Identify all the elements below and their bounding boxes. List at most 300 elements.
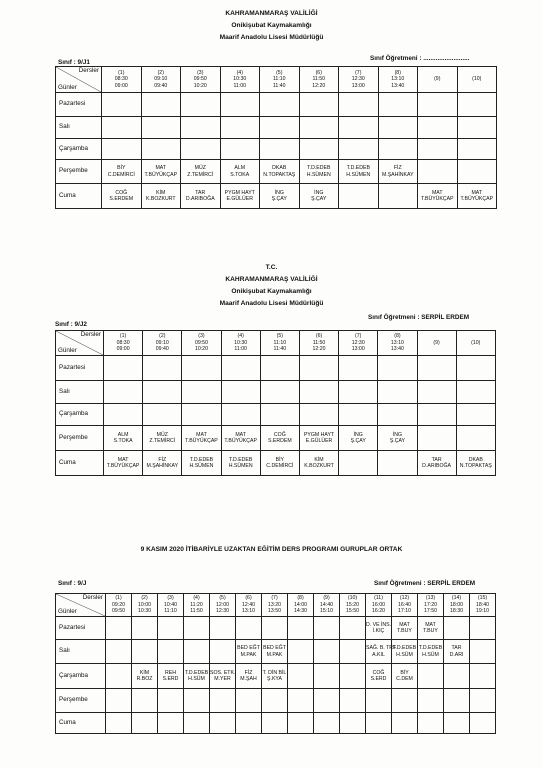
period-header-cell (182, 331, 221, 356)
lesson-name: ALM (234, 165, 246, 172)
teacher-name: S.TOKA (113, 438, 133, 444)
lesson-cell (418, 184, 458, 209)
period-number: (9) (433, 339, 440, 346)
lesson-cell (418, 139, 458, 160)
lesson-cell (418, 689, 444, 713)
lesson-cell (143, 404, 182, 426)
lesson-cell (378, 117, 418, 139)
period-start-time: 12:40 (242, 601, 255, 608)
teacher-name: H.SÜMEN (228, 463, 253, 469)
period-header-cell (184, 594, 210, 617)
period-number: (12) (399, 595, 410, 602)
period-end-time: 13:10 (242, 608, 255, 615)
period-start-time: 10:40 (164, 601, 177, 608)
doc3-class-label: Sınıf : 9/J (58, 580, 87, 587)
period-end-time: 12:20 (312, 346, 326, 353)
lesson-cell (339, 426, 378, 451)
period-end-time: 15:10 (320, 608, 333, 615)
lesson-name: COĞ (372, 669, 385, 676)
lesson-cell (260, 93, 300, 117)
period-end-time: 11:50 (190, 608, 203, 615)
lesson-cell (314, 664, 340, 689)
lesson-cell (299, 451, 338, 476)
period-start-time: 09:50 (193, 76, 207, 83)
lesson-cell (220, 160, 260, 184)
doc2-schedule-table (55, 330, 496, 476)
lesson-name: MAT (399, 621, 410, 628)
lesson-name: KİM (139, 669, 150, 676)
lesson-cell (260, 426, 299, 451)
period-header-cell (378, 67, 418, 93)
period-number: (5) (276, 69, 283, 76)
period-header-cell (104, 331, 143, 356)
lesson-cell (340, 713, 366, 734)
lesson-cell (181, 160, 221, 184)
lesson-cell (288, 664, 314, 689)
lesson-name: T.D.EDEB (189, 456, 214, 463)
lesson-cell (299, 139, 339, 160)
period-number: (7) (271, 595, 278, 602)
lesson-cell (392, 689, 418, 713)
day-row (56, 640, 496, 664)
day-row (56, 617, 496, 640)
lesson-cell (104, 356, 143, 381)
lesson-cell (236, 617, 262, 640)
lesson-cell (288, 617, 314, 640)
lesson-cell (457, 139, 497, 160)
period-header-cell (158, 594, 184, 617)
period-number: (8) (394, 69, 401, 76)
period-number: (14) (451, 595, 462, 602)
lesson-cell (132, 689, 158, 713)
corner-cell (56, 67, 102, 93)
lesson-cell (417, 451, 456, 476)
lesson-cell (314, 689, 340, 713)
period-number: (3) (167, 595, 174, 602)
lesson-cell (417, 426, 456, 451)
lesson-cell (132, 617, 158, 640)
period-end-time: 15:50 (346, 608, 359, 615)
lesson-cell (288, 640, 314, 664)
lesson-cell (132, 640, 158, 664)
lesson-cell (470, 689, 496, 713)
teacher-name: C.DEMİRCİ (266, 463, 294, 469)
lesson-cell (444, 664, 470, 689)
lesson-cell (418, 117, 458, 139)
lesson-cell (141, 93, 181, 117)
period-header-cell (288, 594, 314, 617)
period-end-time: 14:30 (294, 608, 307, 615)
period-end-time: 17:50 (424, 608, 437, 615)
day-name: Pazartesi (56, 356, 104, 381)
lesson-cell (181, 139, 221, 160)
lesson-name: MAT (431, 189, 443, 196)
lesson-cell (106, 689, 132, 713)
period-start-time: 09:10 (154, 76, 168, 83)
period-header-cell (143, 331, 182, 356)
lesson-cell (143, 426, 182, 451)
lesson-cell (392, 617, 418, 640)
period-start-time: 14:40 (320, 601, 333, 608)
lesson-cell (444, 689, 470, 713)
period-start-time: 10:00 (138, 601, 151, 608)
period-end-time: 09:40 (154, 82, 168, 89)
lesson-cell (378, 356, 417, 381)
period-end-time: 11:40 (272, 82, 286, 89)
day-name: Salı (56, 640, 106, 664)
teacher-name: M.ŞAHİNKAY (146, 463, 179, 469)
teacher-name: S.ERD (162, 676, 179, 682)
period-header-cell (220, 67, 260, 93)
lesson-name: T.D.EDEB (346, 165, 370, 172)
day-name: Perşembe (56, 160, 102, 184)
teacher-name: M.PAK (240, 651, 257, 658)
period-header-cell (260, 67, 300, 93)
period-end-time: 16:20 (372, 608, 385, 615)
lesson-cell (418, 640, 444, 664)
lesson-name: COĞ (273, 431, 286, 438)
period-end-time: 09:00 (116, 346, 130, 353)
period-header-cell (314, 594, 340, 617)
teacher-name: D.ARI (449, 651, 464, 658)
lesson-name: DKAB (272, 165, 287, 172)
period-number: (8) (394, 333, 401, 340)
lesson-cell (106, 664, 132, 689)
period-header-cell (418, 67, 458, 93)
day-name: Cuma (56, 713, 106, 734)
day-row (56, 139, 497, 160)
lesson-cell (104, 404, 143, 426)
period-header-cell (141, 67, 181, 93)
period-start-time: 16:00 (372, 601, 385, 608)
lesson-cell (210, 640, 236, 664)
teacher-name: K.BOZKURT (145, 196, 176, 202)
lesson-name: BED EĞT (237, 645, 260, 652)
lesson-cell (457, 184, 497, 209)
lesson-cell (102, 93, 142, 117)
teacher-name: N.TOPAKTAŞ (263, 171, 296, 178)
lesson-cell (102, 139, 142, 160)
period-header-cell (132, 594, 158, 617)
teacher-name: T.BÜYÜKÇAP (106, 463, 140, 469)
day-name: Salı (56, 381, 104, 404)
teacher-name: S.ERDEM (268, 438, 292, 444)
day-row (56, 664, 496, 689)
period-header-cell (339, 331, 378, 356)
lesson-cell (418, 160, 458, 184)
lesson-cell (236, 664, 262, 689)
period-number: (6) (245, 595, 252, 602)
lesson-name: BİY (275, 456, 285, 463)
day-name: Pazartesi (56, 617, 106, 640)
period-number: (9) (434, 76, 441, 83)
period-number: (1) (118, 69, 125, 76)
lesson-cell (418, 713, 444, 734)
period-end-time: 09:00 (114, 82, 128, 89)
lesson-cell (260, 160, 300, 184)
teacher-name: N.TOPAKTAŞ (459, 463, 492, 469)
period-end-time: 12:30 (216, 608, 229, 615)
lesson-name: T.D.EDEB (418, 645, 443, 652)
period-start-time: 18:40 (476, 601, 489, 608)
day-row (56, 426, 496, 451)
day-name: Pazartesi (56, 93, 102, 117)
teacher-name: D.ARIBOĞA (422, 463, 451, 469)
period-header-cell (378, 331, 417, 356)
period-start-time: 13:10 (391, 76, 405, 83)
period-end-time: 11:00 (234, 346, 247, 353)
period-header-cell (210, 594, 236, 617)
lesson-cell (339, 93, 379, 117)
lesson-name: KİM (314, 456, 324, 463)
doc1-header-line-3: Maarif Anadolu Lisesi Müdürlüğü (219, 34, 324, 41)
period-number: (1) (119, 333, 127, 340)
period-end-time: 11:00 (233, 82, 247, 89)
teacher-name: D.ARIBOĞA (185, 196, 215, 202)
lesson-cell (339, 139, 379, 160)
lesson-cell (314, 713, 340, 734)
lesson-cell (288, 689, 314, 713)
teacher-name: C.DEM (396, 676, 413, 682)
teacher-name: H.SÜM (188, 676, 205, 682)
teacher-name: H.SÜM (396, 651, 413, 658)
lesson-cell (181, 93, 221, 117)
doc3-title: 9 KASIM 2020 İTİBARİYLE UZAKTAN EĞİTİM DERS PROGRAMI GURUPLAR ORTAK (140, 546, 403, 553)
lesson-cell (417, 381, 456, 404)
doc1-header-line-1: KAHRAMANMARAŞ VALİLİĞİ (225, 10, 318, 17)
corner-lessons-label: Dersler (80, 331, 101, 338)
teacher-name: Ş.ÇAY (350, 438, 366, 444)
lesson-cell (262, 689, 288, 713)
lesson-name: REH (165, 669, 176, 676)
teacher-name: H.SÜM (422, 651, 439, 658)
lesson-cell (104, 426, 143, 451)
period-number: (3) (198, 333, 205, 340)
lesson-cell (221, 356, 260, 381)
lesson-cell (456, 404, 495, 426)
period-header-cell (260, 331, 299, 356)
period-start-time: 13:10 (390, 339, 404, 346)
lesson-name: FİZ (244, 669, 253, 676)
lesson-cell (470, 640, 496, 664)
lesson-cell (417, 404, 456, 426)
lesson-cell (262, 664, 288, 689)
lesson-name: TAR (195, 189, 206, 196)
period-start-time: 14:00 (294, 601, 307, 608)
period-number: (6) (315, 333, 323, 340)
day-row (56, 381, 496, 404)
lesson-cell (314, 617, 340, 640)
lesson-cell (470, 617, 496, 640)
corner-cell (56, 594, 106, 617)
teacher-name: Ş.ÇAY (271, 196, 287, 202)
lesson-name: MAT (117, 456, 129, 463)
lesson-cell (340, 664, 366, 689)
teacher-name: Z.TEMİRCİ (187, 171, 214, 178)
lesson-cell (260, 356, 299, 381)
period-header-cell (106, 594, 132, 617)
lesson-cell (378, 381, 417, 404)
teacher-name: S.TOKA (230, 171, 250, 178)
lesson-name: MAT (471, 189, 483, 196)
lesson-cell (221, 426, 260, 451)
lesson-cell (444, 617, 470, 640)
lesson-name: T.D.EDEB (307, 165, 331, 172)
lesson-cell (378, 184, 418, 209)
lesson-cell (339, 117, 379, 139)
period-number: (4) (193, 595, 200, 602)
period-number: (10) (472, 76, 482, 83)
lesson-name: BİY (400, 669, 409, 676)
period-start-time: 11:10 (273, 339, 287, 346)
period-end-time: 10:20 (193, 82, 207, 89)
teacher-name: H.SÜMEN (189, 463, 214, 469)
lesson-cell (262, 713, 288, 734)
lesson-cell (132, 664, 158, 689)
lesson-cell (457, 93, 497, 117)
lesson-cell (260, 404, 299, 426)
lesson-cell (143, 356, 182, 381)
lesson-cell (470, 713, 496, 734)
lesson-cell (299, 184, 339, 209)
lesson-cell (184, 664, 210, 689)
lesson-name: PYGM HAYT (303, 431, 335, 438)
lesson-cell (102, 117, 142, 139)
lesson-cell (210, 689, 236, 713)
period-header-cell (221, 331, 260, 356)
period-end-time: 10:20 (194, 346, 208, 353)
period-start-time: 16:40 (398, 601, 411, 608)
lesson-name: BİY (117, 165, 126, 172)
period-header-row (56, 594, 496, 617)
lesson-cell (182, 426, 221, 451)
period-number: (2) (159, 333, 166, 340)
lesson-cell (288, 713, 314, 734)
period-end-time: 11:10 (164, 608, 177, 615)
teacher-name: T.BÜYÜKÇAP (144, 171, 178, 178)
teacher-name: H.SÜMEN (306, 171, 331, 178)
corner-days-label: Günler (58, 607, 77, 615)
lesson-cell (236, 713, 262, 734)
lesson-cell (158, 664, 184, 689)
period-header-cell (392, 594, 418, 617)
lesson-name: PYGM HAYT (224, 189, 255, 196)
period-header-cell (457, 67, 497, 93)
lesson-name: FİZ (393, 165, 402, 172)
teacher-name: T.BÜYÜKÇAP (460, 196, 494, 202)
day-row (56, 713, 496, 734)
lesson-name: T.D.EDEB (228, 456, 253, 463)
lesson-name: COĞ (115, 189, 128, 196)
period-number: (15) (477, 595, 488, 602)
lesson-cell (158, 713, 184, 734)
lesson-name: MÜZ (156, 431, 168, 438)
doc2-teacher-label: Sınıf Öğretmeni : SERPİL ERDEM (368, 314, 470, 321)
lesson-cell (366, 640, 397, 664)
teacher-name: C.DEMİRCİ (107, 171, 135, 178)
lesson-cell (366, 664, 392, 689)
lesson-cell (340, 617, 366, 640)
lesson-cell (220, 93, 260, 117)
lesson-name: DKAB (468, 456, 483, 463)
lesson-cell (299, 426, 338, 451)
period-start-time: 12:30 (351, 76, 365, 83)
period-end-time: 18:30 (450, 608, 463, 615)
lesson-cell (184, 640, 210, 664)
lesson-cell (184, 689, 210, 713)
doc2-header-line-2: KAHRAMANMARAŞ VALİLİĞİ (225, 276, 318, 283)
lesson-name: KİM (156, 189, 166, 196)
lesson-cell (181, 184, 221, 209)
period-number: (3) (197, 69, 204, 76)
corner-days-label: Günler (58, 346, 77, 354)
day-row (56, 356, 496, 381)
period-header-cell (444, 594, 470, 617)
lesson-cell (339, 404, 378, 426)
lesson-name: D. VE İNS. (366, 621, 392, 628)
period-number: (7) (355, 69, 362, 76)
lesson-cell (260, 139, 300, 160)
lesson-cell (366, 617, 392, 640)
period-start-time: 13:20 (268, 601, 281, 608)
lesson-cell (340, 640, 366, 664)
period-end-time: 10:30 (138, 608, 151, 615)
day-name: Çarşamba (56, 404, 104, 426)
period-start-time: 11:20 (190, 601, 203, 608)
lesson-cell (378, 404, 417, 426)
doc3-schedule-table (55, 593, 496, 734)
lesson-cell (339, 184, 379, 209)
period-number: (5) (219, 595, 226, 602)
lesson-name: İNG (353, 431, 363, 438)
lesson-name: T.D.EDEB (392, 645, 417, 652)
lesson-cell (299, 117, 339, 139)
period-start-time: 08:30 (114, 76, 128, 83)
period-header-row (56, 67, 497, 93)
period-start-time: 15:20 (346, 601, 359, 608)
lesson-cell (220, 139, 260, 160)
teacher-name: H.SÜMEN (346, 171, 371, 178)
doc2-header-line-3: Onikişubat Kaymakamlığı (231, 288, 312, 295)
lesson-cell (260, 381, 299, 404)
teacher-name: Ş.ÇAY (311, 196, 327, 202)
lesson-cell (221, 404, 260, 426)
day-row (56, 117, 497, 139)
period-start-time: 12:30 (351, 339, 365, 346)
lesson-cell (339, 356, 378, 381)
period-header-cell (417, 331, 456, 356)
lesson-cell (378, 451, 417, 476)
lesson-cell (262, 640, 288, 664)
day-name: Çarşamba (56, 139, 102, 160)
lesson-cell (378, 160, 418, 184)
lesson-cell (456, 451, 495, 476)
period-start-time: 11:50 (312, 76, 326, 83)
lesson-name: MAT (196, 431, 207, 438)
lesson-cell (141, 184, 181, 209)
period-header-cell (340, 594, 366, 617)
period-number: (2) (141, 595, 148, 602)
lesson-cell (444, 640, 470, 664)
teacher-name: R.BOZ (136, 676, 153, 682)
lesson-cell (470, 664, 496, 689)
corner-days-label: Günler (58, 83, 77, 91)
period-start-time: 09:50 (194, 339, 208, 346)
teacher-name: M.ŞAH (240, 676, 257, 682)
period-number: (6) (315, 69, 322, 76)
lesson-name: ALM (117, 431, 129, 438)
lesson-cell (220, 117, 260, 139)
